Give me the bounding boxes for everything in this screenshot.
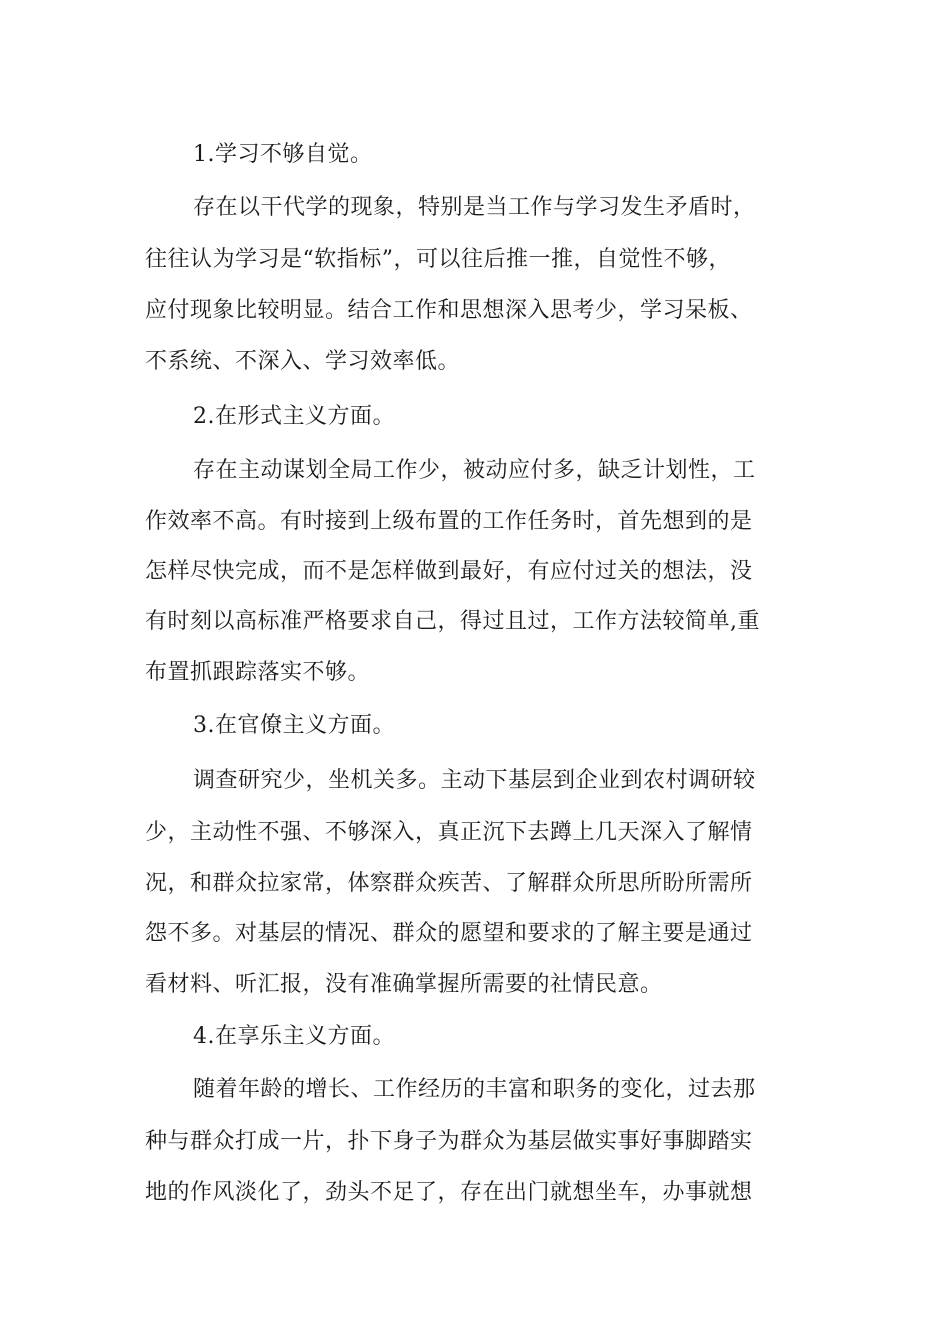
paragraph-line: 怎样尽快完成，而不是怎样做到最好，有应付过关的想法，没 (145, 559, 753, 584)
paragraph-line: 存在以干代学的现象，特别是当工作与学习发生矛盾时， (193, 195, 756, 220)
paragraph-line: 调查研究少，坐机关多。主动下基层到企业到农村调研较 (193, 768, 756, 793)
paragraph-line: 地的作风淡化了，劲头不足了，存在出门就想坐车，办事就想 (145, 1180, 753, 1205)
paragraph-line: 往往认为学习是“软指标”，可以往后推一推，自觉性不够， (145, 247, 731, 272)
paragraph-line: 不系统、不深入、学习效率低。 (145, 349, 461, 374)
paragraph-line: 看材料、听汇报，没有准确掌握所需要的社情民意。 (145, 972, 663, 997)
heading-2: 2.在形式主义方面。 (193, 404, 395, 429)
paragraph-line: 存在主动谋划全局工作少，被动应付多，缺乏计划性，工 (193, 458, 756, 483)
heading-3: 3.在官僚主义方面。 (193, 713, 395, 738)
paragraph-line: 种与群众打成一片，扑下身子为群众为基层做实事好事脚踏实 (145, 1129, 753, 1154)
paragraph-line: 作效率不高。有时接到上级布置的工作任务时，首先想到的是 (145, 509, 753, 534)
paragraph-line: 少，主动性不强、不够深入，真正沉下去蹲上几天深入了解情 (145, 820, 753, 845)
paragraph-line: 有时刻以高标准严格要求自己，得过且过，工作方法较简单,重 (145, 609, 760, 634)
paragraph-line: 应付现象比较明显。结合工作和思想深入思考少，学习呆板、 (145, 298, 753, 323)
heading-4: 4.在享乐主义方面。 (193, 1024, 395, 1049)
heading-1: 1.学习不够自觉。 (193, 142, 373, 167)
paragraph-line: 随着年龄的增长、工作经历的丰富和职务的变化，过去那 (193, 1077, 756, 1102)
paragraph-line: 况，和群众拉家常，体察群众疾苦、了解群众所思所盼所需所 (145, 871, 753, 896)
paragraph-line: 布置抓跟踪落实不够。 (145, 660, 371, 685)
paragraph-line: 怨不多。对基层的情况、群众的愿望和要求的了解主要是通过 (145, 921, 753, 946)
